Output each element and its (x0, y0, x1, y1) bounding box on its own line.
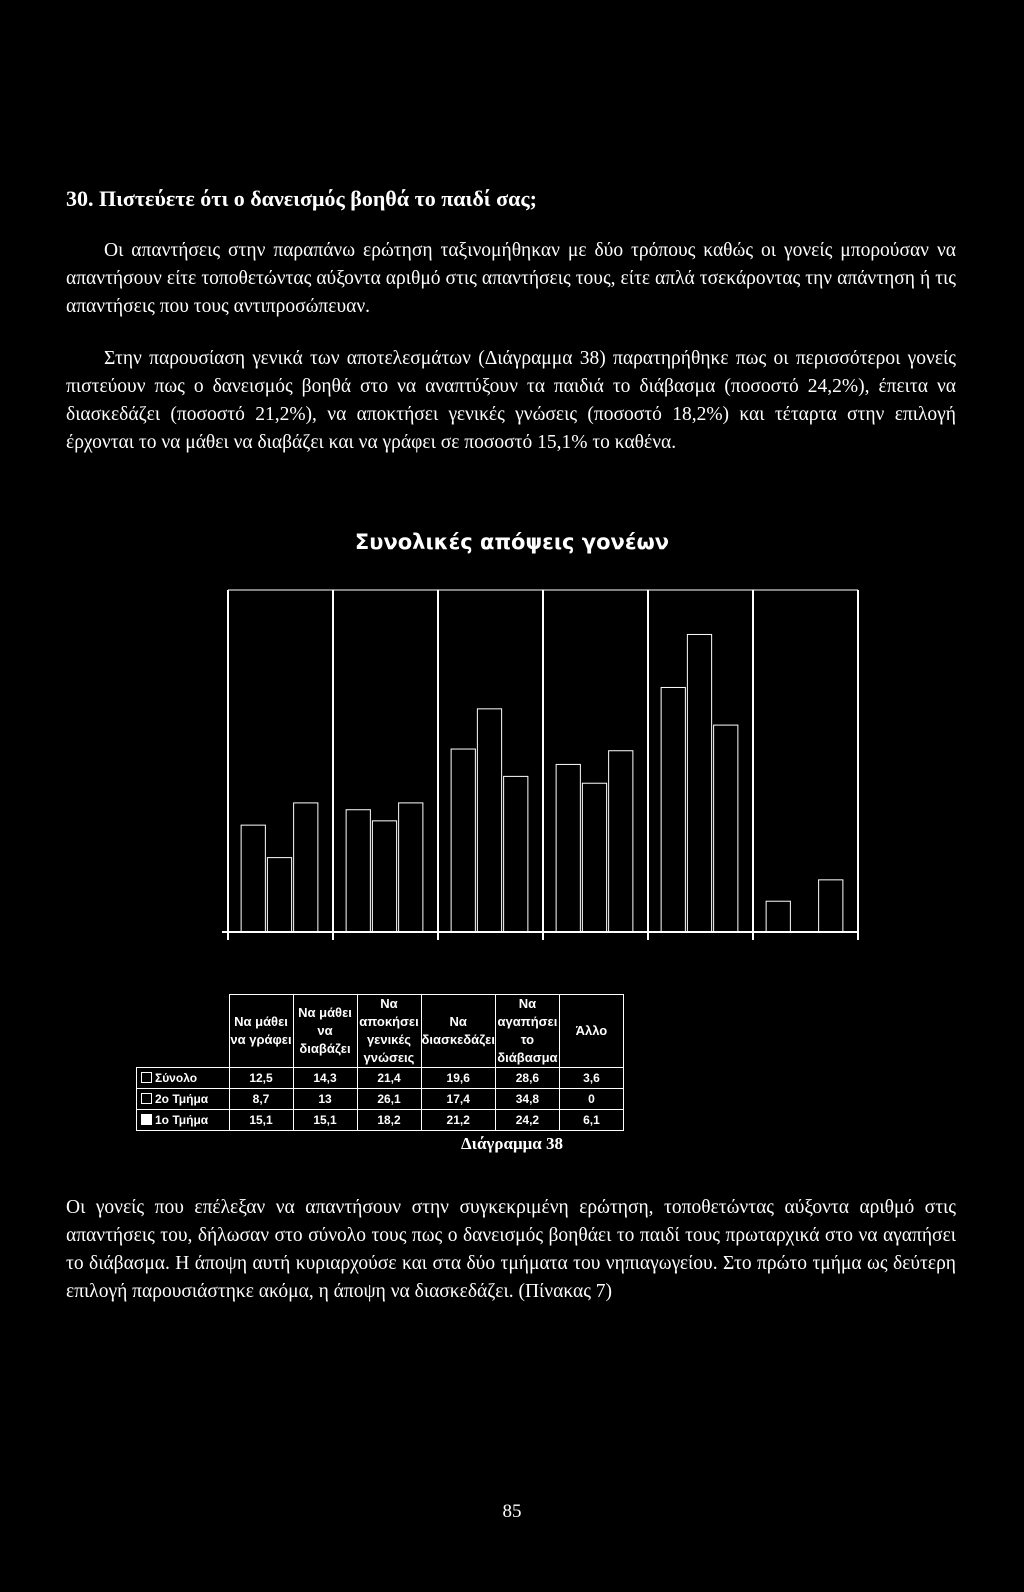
paragraph-results (66, 345, 956, 457)
table-cell: 21,4 (357, 1068, 421, 1089)
table-cell: 19,6 (421, 1068, 495, 1089)
column-header: Άλλο (559, 995, 623, 1068)
bar-1-3 (451, 749, 475, 932)
bar-1-5 (661, 687, 685, 932)
table-cell: 21,2 (421, 1110, 495, 1131)
bar-2-3 (477, 709, 501, 932)
column-header: Να μάθει να διαβάζει (293, 995, 357, 1068)
bar-2-1 (267, 858, 291, 932)
chart-data-table (136, 994, 624, 1131)
table-cell: 0 (559, 1089, 623, 1110)
column-header: Να αγαπήσει το διάβασμα (495, 995, 559, 1068)
bar-chart (0, 580, 1024, 950)
bar-3-4 (609, 751, 633, 932)
table-corner (137, 995, 230, 1068)
bar-2-2 (372, 821, 396, 932)
column-header: Να διασκεδάζει (421, 995, 495, 1068)
table-row (137, 1068, 624, 1089)
bar-1-2 (346, 810, 370, 932)
table-cell: 28,6 (495, 1068, 559, 1089)
question-heading: 30. Πιστεύετε ότι ο δανεισμός βοηθά το παιδί σας; (66, 186, 537, 211)
chart-caption: Διάγραμμα 38 (461, 1134, 563, 1153)
table-cell: 24,2 (495, 1110, 559, 1131)
table-cell: 15,1 (293, 1110, 357, 1131)
page-number: 85 (502, 1501, 522, 1522)
bar-3-1 (294, 803, 318, 932)
table-cell: 15,1 (229, 1110, 293, 1131)
bar-3-6 (819, 880, 843, 932)
row-label: Σύνολο (137, 1068, 230, 1089)
paragraph-results-text: Στην παρουσίαση γενικά των αποτελεσμάτων (Διάγραμμα 38) παρατηρήθηκε πως οι περισσότεροι γονείς πιστεύουν πως ο δανεισμός βοηθά στο να αναπτύξουν τα παιδιά το διάβασμα (ποσοστό 24,2%), έπειτα να διασκεδάζει (ποσοστό 21,2%), να αποκτήσει γενικές γνώσεις (ποσοστό 18,2%) και τέταρτα στην επιλογή έρχονται το να μάθει να διαβάζει και να γράφει σε ποσοστό 15,1% το καθένα. (66, 348, 956, 453)
paragraph-intro-text: Οι απαντήσεις στην παραπάνω ερώτηση ταξινομήθηκαν με δύο τρόπους καθώς οι γονείς μπορούσαν να απαντήσουν είτε τοποθετώντας αύξοντα αριθμό στις απαντήσεις τους, είτε απλά τσεκάροντας την απάντηση ή τις απαντήσεις που τους αντιπροσώπευαν. (66, 240, 956, 317)
legend-swatch-filled-icon (141, 1114, 152, 1125)
paragraph-conclusion: Οι γονείς που επέλεξαν να απαντήσουν στην συγκεκριμένη ερώτηση, τοποθετώντας αύξοντα αριθμό στις απαντήσεις του, δήλωσαν στο σύνολο τους πως ο δανεισμός βοηθάει το παιδί τους πρωταρχικά στο να αγαπήσει το διάβασμα. Η άποψη αυτή κυριαρχούσε και στα δύο τμήματα του νηπιαγωγείου. Στο πρώτο τμήμα ως δεύτερη επιλογή παρουσιάστηκε ακόμα, η άποψη να διασκεδάζει. (Πίνακας 7) (66, 1197, 956, 1302)
bar-3-2 (399, 803, 423, 932)
row-label: 2ο Τμήμα (137, 1089, 230, 1110)
table-row (137, 1110, 624, 1131)
table-cell: 6,1 (559, 1110, 623, 1131)
table-cell: 8,7 (229, 1089, 293, 1110)
bar-2-5 (687, 634, 711, 932)
table-row (137, 1089, 624, 1110)
table-cell: 34,8 (495, 1089, 559, 1110)
row-label: 1ο Τμήμα (137, 1110, 230, 1131)
bar-2-4 (582, 783, 606, 932)
bar-3-3 (504, 776, 528, 932)
table-cell: 14,3 (293, 1068, 357, 1089)
paragraph-intro (66, 237, 956, 321)
table-header-row (137, 995, 624, 1068)
table-cell: 13 (293, 1089, 357, 1110)
table-cell: 12,5 (229, 1068, 293, 1089)
table-cell: 26,1 (357, 1089, 421, 1110)
bar-1-6 (766, 901, 790, 932)
column-header: Να αποκήσει γενικές γνώσεις (357, 995, 421, 1068)
legend-swatch-empty-icon (141, 1072, 152, 1083)
bar-1-1 (241, 825, 265, 932)
bar-3-5 (714, 725, 738, 932)
table-cell: 3,6 (559, 1068, 623, 1089)
bar-1-4 (556, 764, 580, 932)
legend-swatch-empty-icon (141, 1093, 152, 1104)
column-header: Να μάθει να γράφει (229, 995, 293, 1068)
chart-title: Συνολικές απόψεις γονέων (354, 530, 670, 554)
table-cell: 17,4 (421, 1089, 495, 1110)
table-cell: 18,2 (357, 1110, 421, 1131)
